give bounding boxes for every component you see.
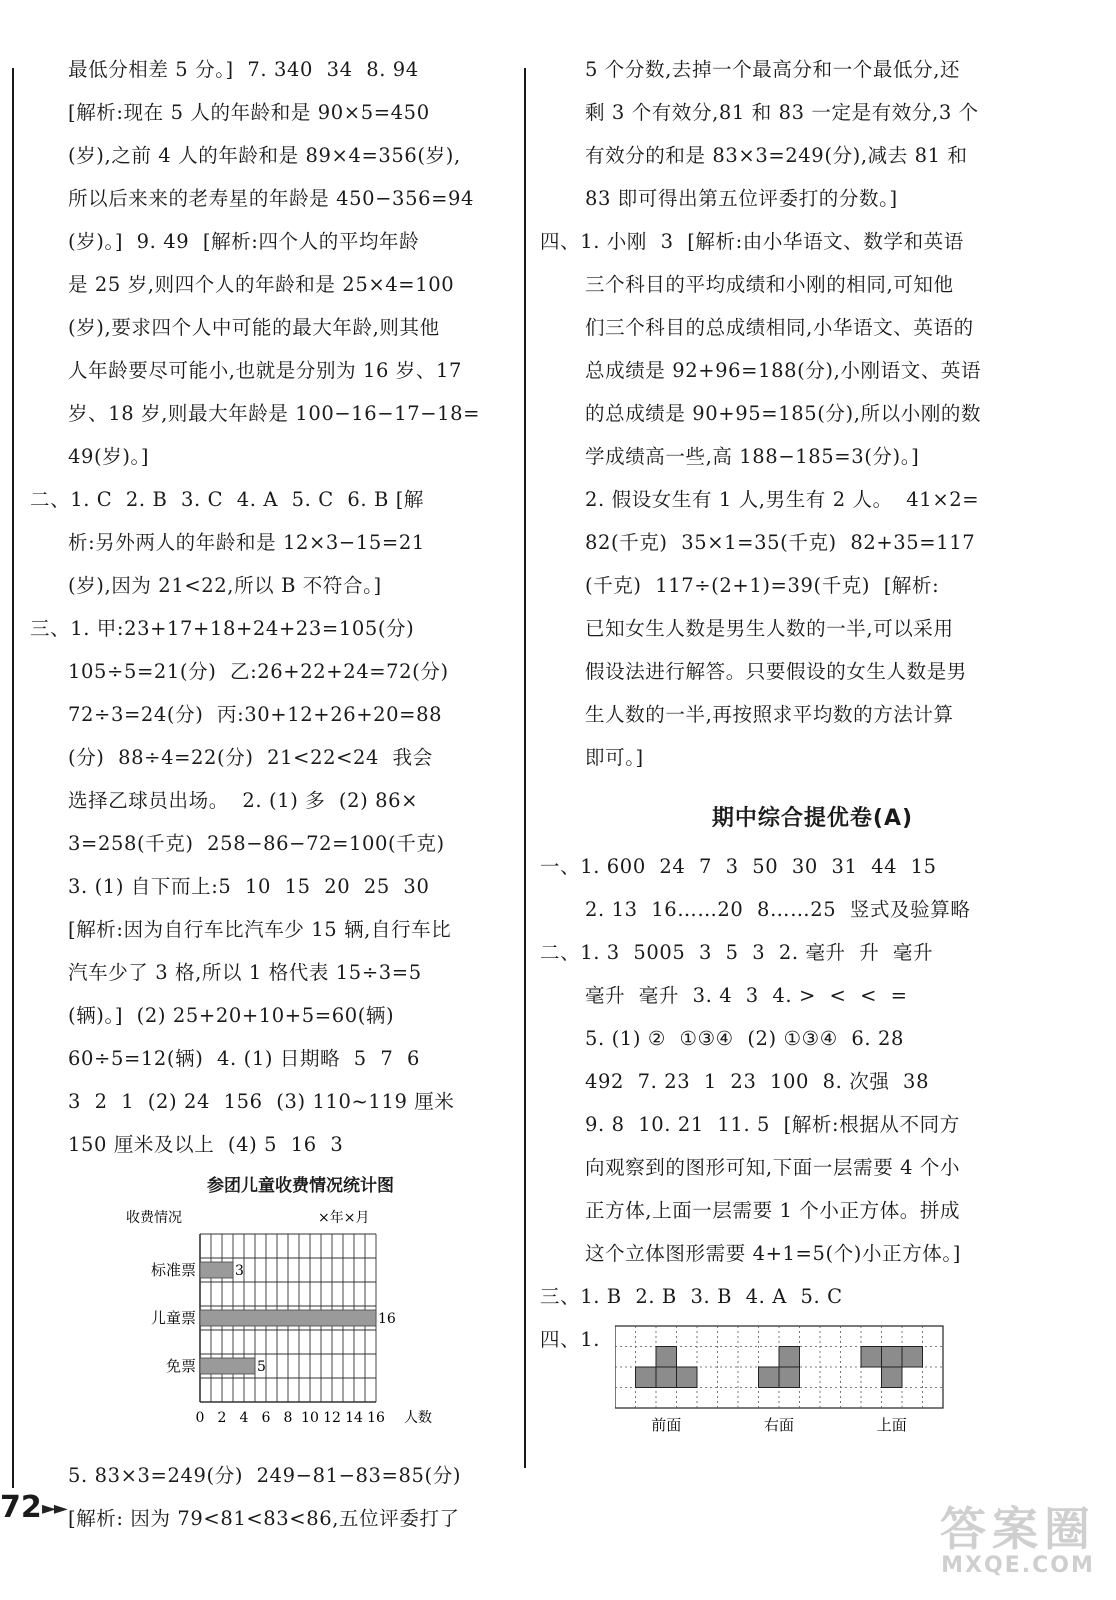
- watermark: [940, 1502, 1096, 1580]
- bar-value-label: 5: [257, 1359, 266, 1375]
- views-label: 四、1.: [540, 1328, 601, 1351]
- right-text-block: [540, 48, 1040, 779]
- watermark-url: MXQE.COM: [941, 1553, 1095, 1578]
- x-tick-label: 16: [367, 1410, 385, 1426]
- text-line: 3=258(千克) 258−86−72=100(千克): [68, 832, 445, 855]
- text-line: 150 厘米及以上 (4) 5 16 3: [68, 1133, 344, 1156]
- view-square: [882, 1347, 903, 1368]
- text-line: 四、1. 小刚 3 [解析:由小华语文、数学和英语: [540, 230, 964, 253]
- view-square: [902, 1347, 923, 1368]
- text-line: 82(千克) 35×1=35(千克) 82+35=117: [585, 531, 976, 554]
- x-tick-label: 2: [217, 1410, 227, 1426]
- text-line: 3 2 1 (2) 24 156 (3) 110~119 厘米: [68, 1090, 455, 1113]
- x-axis-label: 人数: [404, 1410, 432, 1426]
- left-margin-line: [12, 68, 14, 1488]
- text-line: 2. 13 16……20 8……25 竖式及验算略: [585, 898, 971, 921]
- view-label: 右面: [763, 1416, 795, 1434]
- text-line: 岁、18 岁,则最大年龄是 100−16−17−18=: [68, 402, 481, 425]
- bar: [200, 1262, 233, 1278]
- category-label: 标准票: [150, 1261, 196, 1279]
- y-axis-label: 收费情况: [126, 1210, 182, 1226]
- text-line: 492 7. 23 1 23 100 8. 次强 38: [585, 1070, 930, 1093]
- text-line: 汽车少了 3 格,所以 1 格代表 15÷3=5: [68, 961, 422, 984]
- right-text-block-2: [540, 845, 1040, 1318]
- text-line: 这个立体图形需要 4+1=5(个)小正方体。]: [585, 1242, 961, 1265]
- text-line: [解析:现在 5 人的年龄和是 90×5=450: [68, 101, 430, 124]
- text-line: 的总成绩是 90+95=185(分),所以小刚的数: [585, 402, 982, 425]
- text-line: 们三个科目的总成绩相同,小华语文、英语的: [585, 316, 974, 339]
- bar: [200, 1358, 255, 1374]
- text-line: 3. (1) 自下而上:5 10 15 20 25 30: [68, 875, 430, 898]
- text-line: 析:另外两人的年龄和是 12×3−15=21: [68, 531, 425, 554]
- text-line: 105÷5=21(分) 乙:26+22+24=72(分): [68, 660, 449, 683]
- view-square: [677, 1367, 698, 1388]
- text-line: 60÷5=12(辆) 4. (1) 日期略 5 7 6: [68, 1047, 420, 1070]
- text-line: 一、1. 600 24 7 3 50 30 31 44 15: [540, 855, 937, 878]
- text-line: 5. (1) ② ①③④ (2) ①③④ 6. 28: [585, 1027, 905, 1050]
- text-line: 49(岁)。]: [68, 445, 150, 468]
- bar-chart: [68, 1200, 498, 1450]
- view-square: [759, 1367, 780, 1388]
- text-line: 三个科目的平均成绩和小刚的相同,可知他: [585, 273, 954, 296]
- view-square: [656, 1367, 677, 1388]
- bar-value-label: 3: [235, 1263, 244, 1279]
- x-tick-label: 6: [261, 1410, 271, 1426]
- x-tick-label: 4: [239, 1410, 249, 1426]
- text-line: 生人数的一半,再按照求平均数的方法计算: [585, 703, 954, 726]
- page-number: 72: [0, 1490, 42, 1525]
- text-line: 人年龄要尽可能小,也就是分别为 16 岁、17: [68, 359, 463, 382]
- text-line: 三、1. B 2. B 3. B 4. A 5. C: [540, 1285, 843, 1308]
- text-line: (辆)。] (2) 25+20+10+5=60(辆): [68, 1004, 395, 1027]
- view-square: [779, 1367, 800, 1388]
- text-line: (岁)。] 9. 49 [解析:四个人的平均年龄: [68, 230, 420, 253]
- x-tick-label: 12: [323, 1410, 341, 1426]
- text-line: 正方体,上面一层需要 1 个小正方体。拼成: [585, 1199, 961, 1222]
- text-line: 二、1. 3 5005 3 5 3 2. 毫升 升 毫升: [540, 941, 934, 964]
- view-square: [882, 1367, 903, 1388]
- text-line: 毫升 毫升 3. 4 3 4. > < < =: [585, 984, 908, 1007]
- text-line: 5 个分数,去掉一个最高分和一个最低分,还: [585, 58, 961, 81]
- text-line: 二、1. C 2. B 3. C 4. A 5. C 6. B [解: [30, 488, 425, 511]
- x-tick-label: 14: [345, 1410, 363, 1426]
- view-square: [861, 1347, 882, 1368]
- text-line: 83 即可得出第五位评委打的分数。]: [585, 187, 898, 210]
- bar: [200, 1310, 376, 1326]
- x-tick-label: 10: [301, 1410, 319, 1426]
- text-line: 假设法进行解答。只要假设的女生人数是男: [585, 660, 967, 683]
- text-line: (分) 88÷4=22(分) 21<22<24 我会: [68, 746, 433, 769]
- text-line: [解析: 因为 79<81<83<86,五位评委打了: [68, 1507, 460, 1530]
- chart-title: 参团儿童收费情况统计图: [207, 1176, 394, 1196]
- text-line: 5. 83×3=249(分) 249−81−83=85(分): [68, 1464, 462, 1487]
- section-title: 期中综合提优卷(A): [711, 806, 914, 831]
- text-line: 向观察到的图形可知,下面一层需要 4 个小: [585, 1156, 961, 1179]
- text-line: 三、1. 甲:23+17+18+24+23=105(分): [30, 617, 415, 640]
- text-line: 学成绩高一些,高 188−185=3(分)。]: [585, 445, 920, 468]
- date-label: ×年×月: [318, 1210, 370, 1226]
- text-line: [解析:因为自行车比汽车少 15 辆,自行车比: [68, 918, 452, 941]
- text-line: 最低分相差 5 分。] 7. 340 34 8. 94: [68, 58, 419, 81]
- view-label: 上面: [876, 1416, 907, 1434]
- watermark-logo: 答案圈: [940, 1502, 1096, 1556]
- page-arrows-icon: ►►: [42, 1498, 66, 1519]
- view-square: [656, 1347, 677, 1368]
- text-line: 72÷3=24(分) 丙:30+12+26+20=88: [68, 703, 443, 726]
- right-column: [540, 48, 1040, 1434]
- x-tick-label: 0: [195, 1410, 205, 1426]
- text-line: (岁),要求四个人中可能的最大年龄,则其他: [68, 316, 440, 339]
- text-line: 已知女生人数是男生人数的一半,可以采用: [585, 617, 954, 640]
- text-line: 9. 8 10. 21 11. 5 [解析:根据从不同方: [585, 1113, 960, 1136]
- text-line: (岁),之前 4 人的年龄和是 89×4=356(岁),: [68, 144, 461, 167]
- text-line: 剩 3 个有效分,81 和 83 一定是有效分,3 个: [585, 101, 979, 124]
- view-square: [779, 1347, 800, 1368]
- views-answer: [540, 1318, 1040, 1434]
- views-figure: [615, 1324, 975, 1434]
- bar-value-label: 16: [378, 1311, 396, 1327]
- category-label: 免票: [165, 1357, 196, 1375]
- text-line: 即可。]: [585, 746, 644, 769]
- view-square: [636, 1367, 657, 1388]
- text-line: 所以后来来的老寿星的年龄是 450−356=94: [68, 187, 475, 210]
- x-tick-label: 8: [283, 1410, 293, 1426]
- text-line: 是 25 岁,则四个人的年龄和是 25×4=100: [68, 273, 455, 296]
- view-label: 前面: [651, 1416, 682, 1434]
- text-line: 选择乙球员出场。 2. (1) 多 (2) 86×: [68, 789, 419, 812]
- left-column: [30, 48, 513, 1540]
- text-line: 总成绩是 92+96=188(分),小刚语文、英语: [585, 359, 982, 382]
- left-text-block-after-chart: [68, 1454, 513, 1540]
- text-line: 有效分的和是 83×3=249(分),减去 81 和: [585, 144, 968, 167]
- left-text-block: [30, 48, 513, 1166]
- text-line: 2. 假设女生有 1 人,男生有 2 人。 41×2=: [585, 488, 980, 511]
- text-line: (千克) 117÷(2+1)=39(千克) [解析:: [585, 574, 940, 597]
- column-divider: [524, 68, 526, 1468]
- text-line: (岁),因为 21<22,所以 B 不符合。]: [68, 574, 382, 597]
- category-label: 儿童票: [150, 1309, 196, 1327]
